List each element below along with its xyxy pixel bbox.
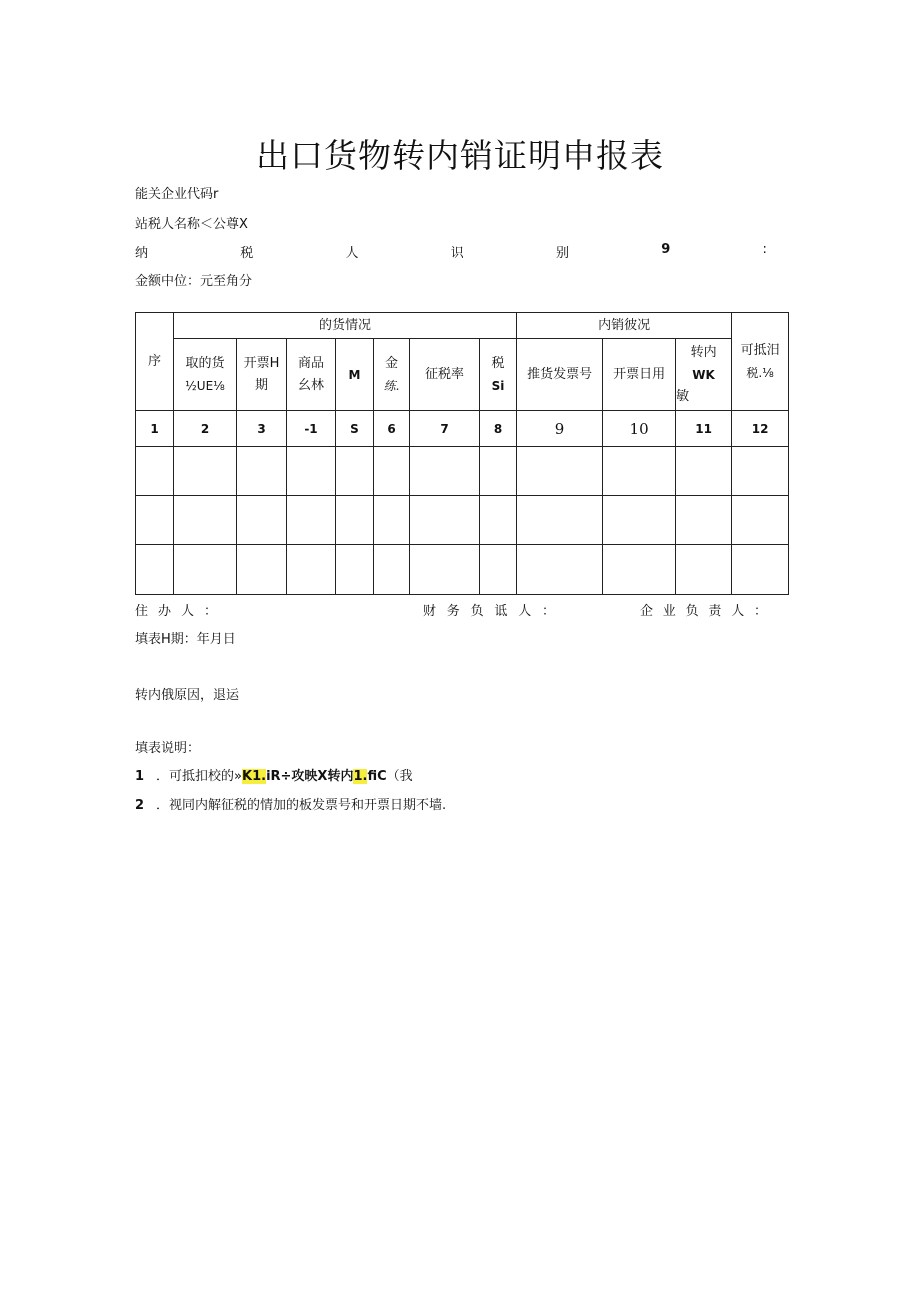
manager-signature xyxy=(640,600,767,619)
taxpayer-name-label: 站税人名称＜公尊X xyxy=(135,217,248,232)
table-cell[interactable] xyxy=(237,545,287,595)
signature-char: ： xyxy=(541,604,555,619)
table-cell[interactable] xyxy=(603,496,676,545)
note-item-1 xyxy=(135,765,413,784)
page-title: 出口货物转内销证明申报表 xyxy=(256,136,664,175)
amount-unit-label: 金额中位：元至角分 xyxy=(135,274,253,289)
header-transfer-line: 转内 xyxy=(690,344,717,360)
id-char: 纳 xyxy=(135,246,149,261)
signature-char: 业 xyxy=(662,604,676,619)
column-number: 11 xyxy=(676,411,732,447)
signature-char: ： xyxy=(753,604,767,619)
table-cell[interactable] xyxy=(676,496,732,545)
table-cell[interactable] xyxy=(136,545,174,595)
table-cell[interactable] xyxy=(374,496,410,545)
signature-char: 责 xyxy=(708,604,722,619)
notes-title: 填表说明： xyxy=(135,741,201,756)
header-tax-line: 税 xyxy=(491,355,505,371)
table-cell[interactable] xyxy=(480,545,517,595)
note-number: 2 xyxy=(135,798,145,813)
header-invoice-date xyxy=(237,339,287,411)
table-cell[interactable] xyxy=(676,545,732,595)
table-cell[interactable] xyxy=(287,496,336,545)
id-char: 别 xyxy=(556,246,570,261)
header-deductible-line: 税.⅛ xyxy=(746,365,774,380)
header-deductible xyxy=(732,313,789,411)
header-transfer-line: WK xyxy=(692,367,715,382)
header-purchase-line: 取的货 xyxy=(185,355,225,371)
table-cell[interactable] xyxy=(732,496,789,545)
signature-char: 负 xyxy=(470,604,484,619)
handler-signature xyxy=(135,600,217,619)
header-goods-name xyxy=(287,339,336,411)
note-text: fiC xyxy=(367,769,387,784)
table-cell[interactable] xyxy=(174,496,237,545)
signature-char: 住 xyxy=(135,604,149,619)
column-number: 6 xyxy=(374,411,410,447)
header-sales-invoice: 推货发票号 xyxy=(517,339,603,411)
table-cell[interactable] xyxy=(136,447,174,496)
note-text: ．可抵扣校的» xyxy=(156,769,243,784)
header-purchase xyxy=(174,339,237,411)
header-sales-invoice-date: 开票日用 xyxy=(603,339,676,411)
table-row xyxy=(136,447,789,496)
column-number: 2 xyxy=(174,411,237,447)
table-cell[interactable] xyxy=(174,545,237,595)
signature-char: 人 xyxy=(180,604,194,619)
table-cell[interactable] xyxy=(174,447,237,496)
declaration-table xyxy=(135,312,789,595)
header-purchase-line: ½UE⅛ xyxy=(185,378,225,393)
column-number: -1 xyxy=(287,411,336,447)
header-tax-rate: 征税率 xyxy=(410,339,480,411)
table-cell[interactable] xyxy=(336,447,374,496)
customs-code-label: 能关企业代码r xyxy=(135,187,219,202)
table-cell[interactable] xyxy=(480,447,517,496)
note-text: iR÷攻映X转内 xyxy=(266,769,354,784)
header-group-export: 的货情况 xyxy=(174,313,517,339)
table-cell[interactable] xyxy=(336,496,374,545)
table-cell[interactable] xyxy=(410,545,480,595)
table-cell[interactable] xyxy=(732,545,789,595)
header-invoice-date-line: 期 xyxy=(254,377,268,393)
id-char: : xyxy=(762,242,767,257)
header-tax-line: Si xyxy=(491,378,505,393)
column-number: 8 xyxy=(480,411,517,447)
table-cell[interactable] xyxy=(287,545,336,595)
signature-char: 人 xyxy=(731,604,745,619)
header-invoice-date-line: 开票H xyxy=(243,355,280,371)
id-char: 税 xyxy=(240,246,254,261)
column-number: 7 xyxy=(410,411,480,447)
fill-date-label: 填表H期：年月日 xyxy=(135,632,236,647)
table-cell[interactable] xyxy=(517,496,603,545)
column-number: 10 xyxy=(603,411,676,447)
signature-char: 财 xyxy=(423,604,437,619)
table-cell[interactable] xyxy=(603,545,676,595)
finance-signature xyxy=(423,600,555,619)
table-cell[interactable] xyxy=(676,447,732,496)
signature-char: ： xyxy=(203,604,217,619)
table-cell[interactable] xyxy=(517,545,603,595)
table-cell[interactable] xyxy=(237,496,287,545)
table-row xyxy=(136,545,789,595)
header-amount-line: 金 xyxy=(384,355,398,371)
header-transfer-line: 敏 xyxy=(676,388,690,404)
header-group-domestic: 内销彼况 xyxy=(517,313,732,339)
column-number: S xyxy=(336,411,374,447)
note-number: 1 xyxy=(135,769,145,784)
header-goods-line: 商品 xyxy=(297,355,324,371)
id-char: 识 xyxy=(450,246,464,261)
table-cell[interactable] xyxy=(732,447,789,496)
note-text: （我 xyxy=(386,769,413,784)
id-char: 人 xyxy=(345,246,359,261)
header-amount-line: 练. xyxy=(383,378,400,393)
header-quantity: M xyxy=(336,339,374,411)
note-highlight: K1. xyxy=(242,769,267,784)
table-cell[interactable] xyxy=(480,496,517,545)
table-row xyxy=(136,496,789,545)
table-cell[interactable] xyxy=(237,447,287,496)
header-seq: 序 xyxy=(136,313,174,411)
table-cell[interactable] xyxy=(410,496,480,545)
header-amount xyxy=(374,339,410,411)
header-deductible-line: 可抵汨 xyxy=(740,342,780,358)
table-cell[interactable] xyxy=(603,447,676,496)
signature-char: 企 xyxy=(640,604,654,619)
table-cell[interactable] xyxy=(374,447,410,496)
table-cell[interactable] xyxy=(287,447,336,496)
column-number: 3 xyxy=(237,411,287,447)
table-cell[interactable] xyxy=(410,447,480,496)
header-tax xyxy=(480,339,517,411)
note-highlight: 1. xyxy=(353,769,368,784)
table-cell[interactable] xyxy=(336,545,374,595)
reason-label: 转内俄原因，退运 xyxy=(135,688,240,703)
column-number: 12 xyxy=(732,411,789,447)
table-cell[interactable] xyxy=(374,545,410,595)
column-number: 9 xyxy=(517,411,603,447)
note-text: ．视同内解征税的情加的板发票号和开票日期不墙. xyxy=(156,798,447,813)
header-goods-line: 幺林 xyxy=(297,377,324,393)
signature-char: 务 xyxy=(446,604,460,619)
signature-char: 人 xyxy=(518,604,532,619)
header-transfer xyxy=(676,339,732,411)
note-item-2 xyxy=(135,794,446,813)
signature-char: 诋 xyxy=(494,604,508,619)
column-number: 1 xyxy=(136,411,174,447)
table-cell[interactable] xyxy=(517,447,603,496)
signature-char: 办 xyxy=(157,604,171,619)
signature-char: 负 xyxy=(685,604,699,619)
id-char: 9 xyxy=(661,242,671,257)
table-cell[interactable] xyxy=(136,496,174,545)
taxpayer-id-label xyxy=(135,242,767,261)
